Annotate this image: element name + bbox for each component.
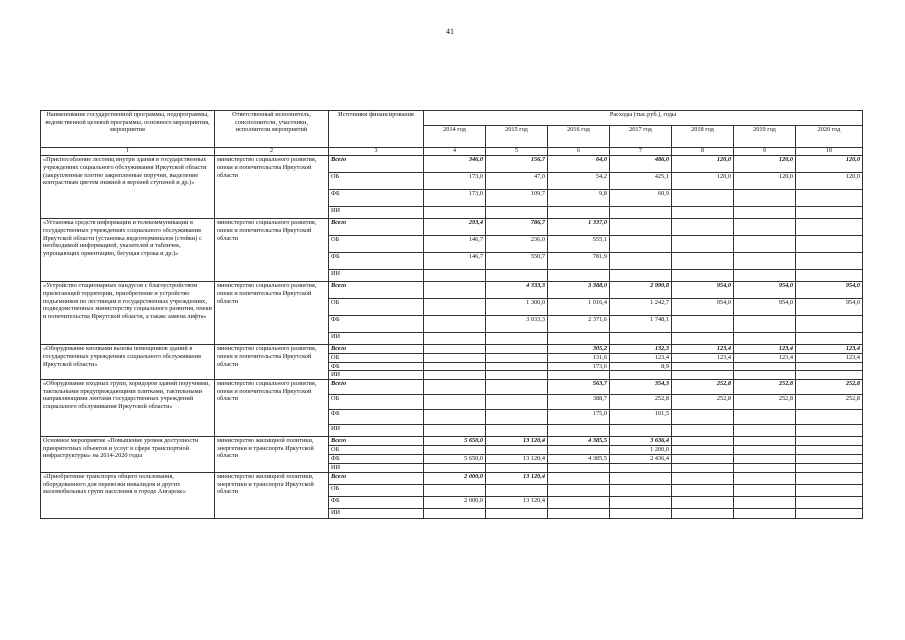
- expense-value: 252,8: [610, 395, 672, 410]
- expense-value: 47,0: [486, 173, 548, 190]
- expense-value: 156,7: [486, 156, 548, 173]
- expense-value: 3 388,0: [548, 282, 610, 299]
- expense-value: 4 385,5: [548, 455, 610, 464]
- expense-value: 1 300,0: [486, 299, 548, 316]
- expense-value: [796, 485, 863, 497]
- expense-value: 146,7: [424, 236, 486, 253]
- expense-value: [672, 236, 734, 253]
- expense-value: [486, 509, 548, 519]
- expense-value: [672, 425, 734, 437]
- expense-value: 123,4: [796, 345, 863, 354]
- funding-source: ФБ: [329, 362, 424, 371]
- table-row: [41, 380, 863, 395]
- expense-value: [734, 485, 796, 497]
- table-row: [41, 473, 863, 485]
- expense-value: [548, 473, 610, 485]
- expense-value: 146,7: [424, 253, 486, 270]
- expense-value: [548, 464, 610, 473]
- expense-value: [672, 455, 734, 464]
- funding-source: ИИ: [329, 270, 424, 282]
- funding-source: Всего: [329, 219, 424, 236]
- expense-value: [548, 485, 610, 497]
- expense-value: 1 748,1: [610, 316, 672, 333]
- expense-value: [734, 236, 796, 253]
- expense-value: [424, 282, 486, 299]
- funding-source: ФБ: [329, 253, 424, 270]
- expense-value: 954,0: [672, 282, 734, 299]
- responsible-executor: министерство социального развития, опеки и попечительства Иркутской области: [215, 219, 329, 282]
- funding-source: Всего: [329, 473, 424, 485]
- expense-value: 120,0: [734, 173, 796, 190]
- column-number: 1: [41, 148, 215, 156]
- expense-value: [610, 270, 672, 282]
- expense-value: 2 371,6: [548, 316, 610, 333]
- expense-value: 13 120,4: [486, 437, 548, 446]
- expense-value: 109,7: [486, 190, 548, 207]
- expense-value: [486, 485, 548, 497]
- expense-value: [486, 345, 548, 354]
- expense-value: 60,9: [610, 190, 672, 207]
- funding-source: ИИ: [329, 207, 424, 219]
- expense-value: [486, 410, 548, 425]
- expense-value: [610, 473, 672, 485]
- header-expenses: Расходы (тыс.руб.), годы: [424, 111, 863, 126]
- funding-source: Всего: [329, 345, 424, 354]
- expense-value: [734, 371, 796, 380]
- responsible-executor: министерство социального развития, опеки и попечительства Иркутской области: [215, 345, 329, 380]
- expense-value: [796, 219, 863, 236]
- column-number: 10: [796, 148, 863, 156]
- header-name-col: Наименование государственной программы, подпрограммы, ведомственной целевой программы, основного мероприятия, мероприятия: [41, 111, 215, 148]
- expense-value: [424, 410, 486, 425]
- table-row: [41, 437, 863, 446]
- financing-table: [40, 110, 863, 519]
- expense-value: 173,0: [424, 173, 486, 190]
- expense-value: [734, 410, 796, 425]
- expense-value: [734, 362, 796, 371]
- expense-value: [796, 371, 863, 380]
- header-responsible-col: Ответственный исполнитель, соисполнители, участники, исполнители мероприятий: [215, 111, 329, 148]
- expense-value: [424, 333, 486, 345]
- expense-value: [548, 425, 610, 437]
- expense-value: [734, 455, 796, 464]
- responsible-executor: министерство жилищной политики, энергетики и транспорта Иркутской области: [215, 437, 329, 473]
- expense-value: [486, 362, 548, 371]
- expense-value: 175,0: [548, 410, 610, 425]
- expense-value: 954,0: [734, 282, 796, 299]
- expense-value: 388,7: [548, 395, 610, 410]
- expense-value: 786,7: [486, 219, 548, 236]
- expense-value: 1 200,0: [610, 446, 672, 455]
- expense-value: [610, 236, 672, 253]
- expense-value: [610, 219, 672, 236]
- expense-value: [672, 464, 734, 473]
- header-year: 2019 год: [734, 126, 796, 148]
- expense-value: [734, 333, 796, 345]
- expense-value: 1 016,4: [548, 299, 610, 316]
- expense-value: 123,4: [734, 345, 796, 354]
- expense-value: [796, 362, 863, 371]
- expense-value: 305,2: [548, 345, 610, 354]
- expense-value: [486, 207, 548, 219]
- expense-value: [734, 207, 796, 219]
- expense-value: [672, 190, 734, 207]
- expense-value: [672, 410, 734, 425]
- column-number: 3: [329, 148, 424, 156]
- expense-value: [424, 464, 486, 473]
- expense-value: [424, 207, 486, 219]
- expense-value: 252,8: [796, 395, 863, 410]
- table-row: [41, 156, 863, 173]
- expense-value: 2 436,4: [610, 455, 672, 464]
- expense-value: 236,0: [486, 236, 548, 253]
- expense-value: 173,0: [424, 190, 486, 207]
- expense-value: [796, 473, 863, 485]
- expense-value: [610, 464, 672, 473]
- responsible-executor: министерство социального развития, опеки и попечительства Иркутской области: [215, 282, 329, 345]
- expense-value: 954,0: [734, 299, 796, 316]
- expense-value: [424, 353, 486, 362]
- expense-value: [486, 425, 548, 437]
- expense-value: [610, 485, 672, 497]
- expense-value: [796, 455, 863, 464]
- expense-value: 120,0: [672, 173, 734, 190]
- expense-value: [796, 446, 863, 455]
- expense-value: 2 000,0: [424, 497, 486, 509]
- expense-value: [796, 410, 863, 425]
- expense-value: [734, 253, 796, 270]
- expense-value: 120,0: [672, 156, 734, 173]
- expense-value: [796, 270, 863, 282]
- expense-value: [796, 509, 863, 519]
- expense-value: [734, 316, 796, 333]
- measure-name: «Приобретение транспорта общего пользования, оборудованного для перевозки инвалидов и других маломобильных групп населения в городе Ангарске»: [41, 473, 215, 519]
- expense-value: [486, 380, 548, 395]
- expense-value: 123,4: [610, 353, 672, 362]
- expense-value: 5 650,0: [424, 437, 486, 446]
- funding-source: ОБ: [329, 236, 424, 253]
- measure-name: «Приспособление лестниц внутри здания в государственных учреждениях социального обслуживания Иркутской области (закрупленные плотно закрепленные поручни, выделение контрастным цветом нижней и верхней ступеней и др.)»: [41, 156, 215, 219]
- expense-value: 13 120,4: [486, 455, 548, 464]
- expense-value: 131,6: [548, 353, 610, 362]
- expense-value: [672, 509, 734, 519]
- expense-value: [796, 497, 863, 509]
- expense-value: [610, 333, 672, 345]
- expense-value: 54,2: [548, 173, 610, 190]
- column-number: 6: [548, 148, 610, 156]
- table-row: [41, 219, 863, 236]
- funding-source: ФБ: [329, 410, 424, 425]
- expense-value: [672, 437, 734, 446]
- column-number: 4: [424, 148, 486, 156]
- funding-source: ОБ: [329, 485, 424, 497]
- table-row: [41, 345, 863, 354]
- expense-value: [734, 446, 796, 455]
- expense-value: [672, 371, 734, 380]
- expense-value: [424, 485, 486, 497]
- expense-value: [486, 395, 548, 410]
- column-number: 7: [610, 148, 672, 156]
- expense-value: [734, 219, 796, 236]
- expense-value: 555,1: [548, 236, 610, 253]
- expense-value: [796, 437, 863, 446]
- table-row: [41, 282, 863, 299]
- funding-source: ОБ: [329, 395, 424, 410]
- header-year: 2016 год: [548, 126, 610, 148]
- expense-value: [796, 316, 863, 333]
- expense-value: 293,4: [424, 219, 486, 236]
- expense-value: [486, 371, 548, 380]
- expense-value: [486, 333, 548, 345]
- expense-value: [796, 425, 863, 437]
- expense-value: [610, 371, 672, 380]
- expense-value: [610, 207, 672, 219]
- expense-value: 8,9: [610, 362, 672, 371]
- expense-value: [424, 380, 486, 395]
- expense-value: 252,8: [796, 380, 863, 395]
- expense-value: [672, 362, 734, 371]
- expense-value: [610, 253, 672, 270]
- funding-source: ФБ: [329, 316, 424, 333]
- responsible-executor: министерство жилищной политики, энергетики и транспорта Иркутской области: [215, 473, 329, 519]
- column-number: 9: [734, 148, 796, 156]
- expense-value: [486, 270, 548, 282]
- expense-value: [734, 497, 796, 509]
- responsible-executor: министерство социального развития, опеки и попечительства Иркутской области: [215, 156, 329, 219]
- expense-value: 486,0: [610, 156, 672, 173]
- expense-value: [486, 353, 548, 362]
- responsible-executor: министерство социального развития, опеки и попечительства Иркутской области: [215, 380, 329, 437]
- expense-value: 954,0: [672, 299, 734, 316]
- expense-value: [672, 253, 734, 270]
- expense-value: [734, 473, 796, 485]
- funding-source: ОБ: [329, 353, 424, 362]
- expense-value: [734, 190, 796, 207]
- expense-value: 4 385,5: [548, 437, 610, 446]
- measure-name: «Установка средств информации и телекоммуникации в государственных учреждениях социального обслуживания Иркутской области (установка видеотерминалов (стойки) с необходимой информацией, указателей и табличек, упрощающих ориентацию, бегущая строка и др.)»: [41, 219, 215, 282]
- expense-value: [424, 299, 486, 316]
- expense-value: [672, 485, 734, 497]
- expense-value: [796, 464, 863, 473]
- expense-value: 3 033,3: [486, 316, 548, 333]
- expense-value: 954,0: [796, 282, 863, 299]
- expense-value: [734, 425, 796, 437]
- expense-value: 13 120,4: [486, 473, 548, 485]
- column-number: 8: [672, 148, 734, 156]
- expense-value: [796, 253, 863, 270]
- expense-value: [610, 509, 672, 519]
- measure-name: «Оборудование кнопками вызова помощников зданий в государственных учреждениях социального обслуживания Иркутской области»: [41, 345, 215, 380]
- expense-value: [610, 425, 672, 437]
- expense-value: [548, 371, 610, 380]
- expense-value: 1 242,7: [610, 299, 672, 316]
- expense-value: [610, 497, 672, 509]
- expense-value: [672, 207, 734, 219]
- expense-value: [548, 497, 610, 509]
- measure-name: «Устройство стационарных пандусов с благоустройством прилегающей территории, приобретение и устройство подъемников по лестницам в государственных учреждениях, подведомственных министерству социального развития, опеки и попечительства Иркутской области, а также замена лифта»: [41, 282, 215, 345]
- column-number: 5: [486, 148, 548, 156]
- expense-value: 1 337,0: [548, 219, 610, 236]
- page-number: 41: [446, 27, 454, 36]
- funding-source: ИИ: [329, 464, 424, 473]
- funding-source: ИИ: [329, 371, 424, 380]
- expense-value: 123,4: [672, 353, 734, 362]
- funding-source: ОБ: [329, 173, 424, 190]
- expense-value: 13 120,4: [486, 497, 548, 509]
- funding-source: ФБ: [329, 190, 424, 207]
- funding-source: Всего: [329, 156, 424, 173]
- funding-source: Всего: [329, 282, 424, 299]
- funding-source: ИИ: [329, 425, 424, 437]
- expense-value: [424, 446, 486, 455]
- expense-value: [548, 509, 610, 519]
- expense-value: [672, 316, 734, 333]
- expense-value: 252,8: [734, 395, 796, 410]
- expense-value: [424, 362, 486, 371]
- expense-value: [424, 395, 486, 410]
- expense-value: 123,4: [796, 353, 863, 362]
- expense-value: [424, 316, 486, 333]
- measure-name: Основное мероприятие «Повышение уровня доступности приоритетных объектов и услуг в сфере транспортной инфраструктуры» на 2014-2020 годы: [41, 437, 215, 473]
- expense-value: [672, 473, 734, 485]
- expense-value: 2 000,0: [424, 473, 486, 485]
- expense-value: [796, 333, 863, 345]
- expense-value: [672, 219, 734, 236]
- header-year: 2015 год: [486, 126, 548, 148]
- expense-value: 64,0: [548, 156, 610, 173]
- expense-value: 346,0: [424, 156, 486, 173]
- expense-value: [796, 207, 863, 219]
- header-year: 2014 год: [424, 126, 486, 148]
- expense-value: 252,8: [672, 380, 734, 395]
- header-year: 2020 год: [796, 126, 863, 148]
- expense-value: 9,8: [548, 190, 610, 207]
- expense-value: [796, 190, 863, 207]
- expense-value: 354,3: [610, 380, 672, 395]
- expense-value: [424, 371, 486, 380]
- expense-value: 3 636,4: [610, 437, 672, 446]
- funding-source: Всего: [329, 380, 424, 395]
- header-year: 2017 год: [610, 126, 672, 148]
- expense-value: [734, 464, 796, 473]
- expense-value: 5 650,0: [424, 455, 486, 464]
- funding-source: ИИ: [329, 509, 424, 519]
- funding-source: ФБ: [329, 497, 424, 509]
- expense-value: 550,7: [486, 253, 548, 270]
- expense-value: 101,5: [610, 410, 672, 425]
- expense-value: 252,8: [672, 395, 734, 410]
- expense-value: 132,3: [610, 345, 672, 354]
- expense-value: [672, 270, 734, 282]
- expense-value: [486, 446, 548, 455]
- expense-value: 120,0: [796, 173, 863, 190]
- expense-value: [734, 270, 796, 282]
- expense-value: 4 333,3: [486, 282, 548, 299]
- expense-value: [796, 236, 863, 253]
- expense-value: [486, 464, 548, 473]
- expense-value: 425,1: [610, 173, 672, 190]
- expense-value: [734, 437, 796, 446]
- expense-value: 173,6: [548, 362, 610, 371]
- expense-value: [548, 333, 610, 345]
- expense-value: [424, 425, 486, 437]
- expense-value: [672, 497, 734, 509]
- expense-value: [424, 509, 486, 519]
- expense-value: 2 990,8: [610, 282, 672, 299]
- expense-value: 120,0: [734, 156, 796, 173]
- funding-source: ИИ: [329, 333, 424, 345]
- funding-source: Всего: [329, 437, 424, 446]
- expense-value: [548, 270, 610, 282]
- expense-value: [672, 333, 734, 345]
- expense-value: 781,9: [548, 253, 610, 270]
- expense-value: [424, 345, 486, 354]
- expense-value: 120,0: [796, 156, 863, 173]
- expense-value: 563,7: [548, 380, 610, 395]
- funding-source: ОБ: [329, 446, 424, 455]
- expense-value: [548, 446, 610, 455]
- measure-name: «Оборудование входных групп, коридоров зданий поручнями, тактильными предупреждающими плитками, тактильными направляющими лентами государственных учреждений социального обслуживания Иркутской области»: [41, 380, 215, 437]
- header-source-col: Источники финансирования: [329, 111, 424, 148]
- expense-value: [734, 509, 796, 519]
- column-number: 2: [215, 148, 329, 156]
- expense-value: 123,4: [734, 353, 796, 362]
- expense-value: [548, 207, 610, 219]
- expense-value: 954,0: [796, 299, 863, 316]
- expense-value: [424, 270, 486, 282]
- expense-value: [672, 446, 734, 455]
- header-year: 2018 год: [672, 126, 734, 148]
- expense-value: 252,8: [734, 380, 796, 395]
- funding-source: ФБ: [329, 455, 424, 464]
- funding-source: ОБ: [329, 299, 424, 316]
- expense-value: 123,4: [672, 345, 734, 354]
